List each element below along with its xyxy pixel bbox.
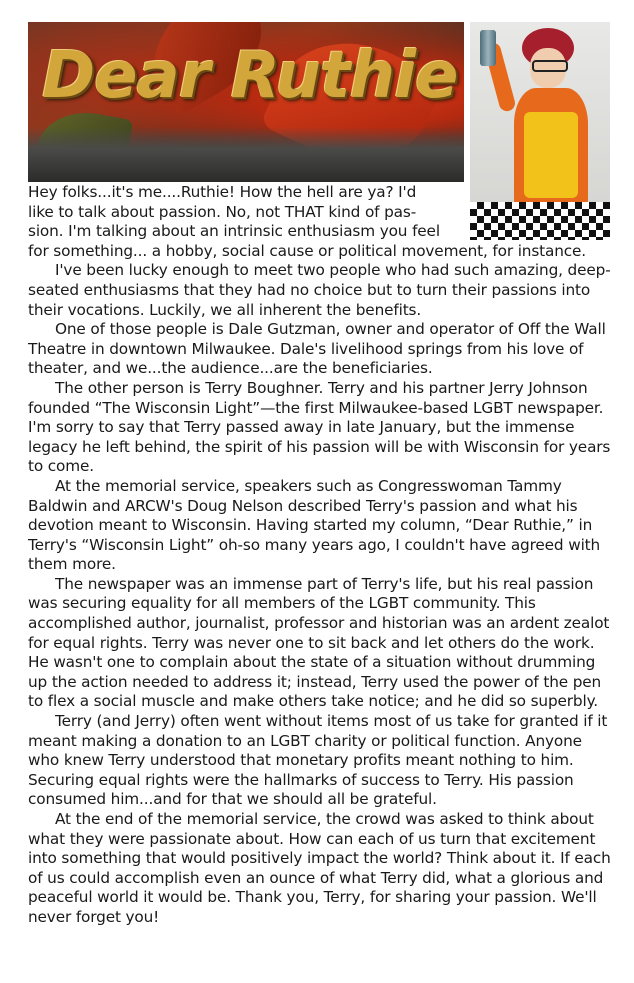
rocks-image (28, 127, 464, 182)
article-body (28, 183, 612, 928)
glasses-icon (532, 60, 568, 72)
paragraph: I've been lucky enough to meet two people who had such amazing, deep-seated enthusiasms that they had no choice but to turn their passions into their vocations. Luckily, we all inherent the benefits. (28, 261, 611, 319)
column-title: Dear Ruthie (42, 39, 458, 113)
lead-line: sion. I'm talking about an intrinsic enthusiasm you feel (28, 222, 440, 241)
lead-line: Hey folks...it's me....Ruthie! How the hell are ya? I'd (28, 183, 417, 201)
cocktail-shaker-icon (480, 30, 496, 66)
lead-line: for something... a hobby, social cause or political movement, for instance. (28, 241, 587, 260)
paragraph: At the memorial service, speakers such as Congresswoman Tammy Baldwin and ARCW's Doug Nelson described Terry's passion and what his devotion meant to Wisconsin. Having started my column, “Dear Ruthie,” in Terry's “Wisconsin Light” oh-so many years ago, I couldn't have agreed with them more. (28, 476, 601, 574)
paragraph: At the end of the memorial service, the crowd was asked to think about what they were passionate about. How can each of us turn that excitement into something that would positively impact the world? Think about it. If each of us could accomplish even an ounce of what Terry did, what a glorious and peaceful world it would be. Thank you, Terry, for sharing your passion. We'll never forget you! (28, 810, 611, 926)
paragraph: The other person is Terry Boughner. Terry and his partner Jerry Johnson founded “The Wisconsin Light”—the first Milwaukee-based LGBT newspaper. I'm sorry to say that Terry passed away in late January, but the immense legacy he left behind, the spirit of his passion will be with Wisconsin for years to come. (28, 378, 611, 476)
paragraph: One of those people is Dale Gutzman, owner and operator of Off the Wall Theatre in downtown Milwaukee. Dale's livelihood springs from his love of theater, and we...the audience...are the beneficiaries. (28, 320, 606, 378)
header-banner (28, 22, 464, 182)
paragraph: The newspaper was an immense part of Terry's life, but his real passion was securing equality for all members of the LGBT community. This accomplished author, journalist, professor and historian was an ardent zealot for equal rights. Terry was never one to sit back and let others do the work. He wasn't one to complain about the state of a situation without drumming up the action needed to address it; instead, Terry used the power of the pen to flex a social muscle and make others take notice; and he did so superbly. (28, 574, 610, 711)
paragraph: Terry (and Jerry) often went without items most of us take for granted if it meant making a donation to an LGBT charity or political function. Anyone who knew Terry understood that monetary profits meant nothing to him. Securing equal rights were the hallmarks of success to Terry. His passion consumed him...and for that we should all be grateful. (28, 712, 608, 809)
lead-line: like to talk about passion. No, not THAT kind of pas- (28, 202, 417, 221)
lead-paragraph (28, 183, 612, 261)
